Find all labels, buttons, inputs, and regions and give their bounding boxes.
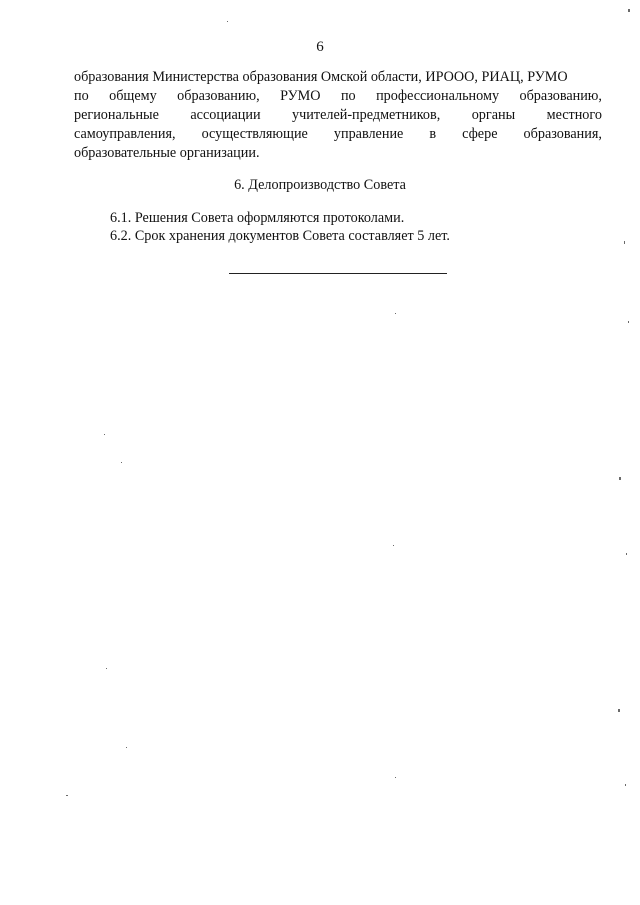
word: общему [109,88,157,104]
document-end-rule [229,273,447,274]
scan-speck [104,434,105,435]
word: региональные [74,107,159,123]
scan-speck [121,462,122,463]
scan-speck [395,777,396,778]
word: сфере [462,126,498,142]
word: ассоциации [190,107,261,123]
word: профессиональному [376,88,500,104]
word: образования, [523,126,602,142]
continuation-paragraph [74,68,602,163]
paragraph-line: образовательные организации. [74,145,260,161]
word: осуществляющие [201,126,308,142]
scan-speck [625,784,626,786]
word: по [74,88,89,104]
word: управление [333,126,404,142]
scan-speck [106,668,107,669]
scan-speck [626,553,627,555]
scan-speck [395,313,396,314]
scan-speck [624,241,625,244]
section-item: 6.2. Срок хранения документов Совета составляет 5 лет. [110,228,450,244]
word: по [340,88,356,104]
scan-speck [393,545,394,546]
word: учителей-предметников, [292,107,441,123]
word: местного [546,107,602,123]
scan-speck [628,9,630,12]
word: образованию, [177,88,260,104]
scan-speck [227,21,228,22]
scan-speck [628,321,629,323]
word: образованию, [519,88,602,104]
scan-speck [619,477,621,480]
word: в [429,126,437,142]
word: органы [471,107,516,123]
word: РУМО [280,88,321,104]
section-items [110,209,450,245]
scan-speck [126,747,127,748]
paragraph-line [74,106,602,125]
paragraph-line [74,125,602,144]
section-item: 6.1. Решения Совета оформляются протоколами. [110,210,405,226]
page-number: 6 [316,39,324,55]
section-heading: 6. Делопроизводство Совета [234,177,406,193]
paragraph-line [74,87,602,106]
scan-speck [618,709,620,712]
scan-speck [66,795,68,796]
word: самоуправления, [74,126,176,142]
paragraph-line: образования Министерства образования Омской области, ИРООО, РИАЦ, РУМО [74,69,568,85]
